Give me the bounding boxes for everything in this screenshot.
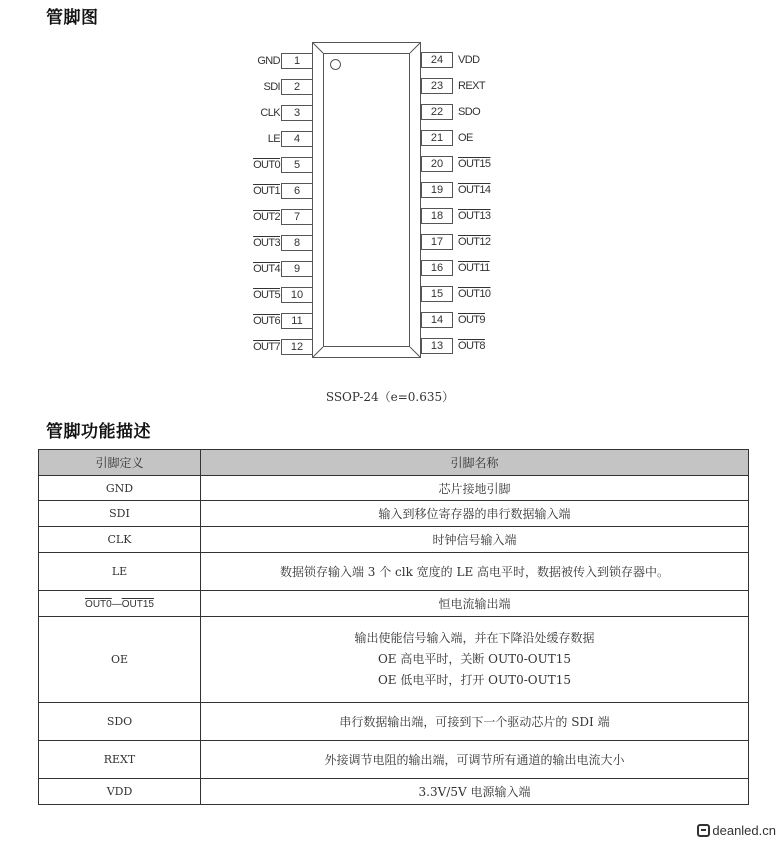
pin-label: GND [257,55,280,67]
pin-label: OUT12 [458,236,491,248]
pin-number-box: 8 [281,235,313,251]
pin1-marker-icon [330,59,341,70]
description-line: 数据锁存输入端 3 个 clk 宽度的 LE 高电平时，数据被传入到锁存器中。 [279,565,670,579]
watermark [697,823,776,838]
pin-label: SDO [458,106,481,118]
description-line: OE 低电平时，打开 OUT0-OUT15 [377,673,572,687]
description-line: 输出使能信号输入端，并在下降沿处缓存数据 [354,631,595,645]
pin-label: OUT11 [458,262,490,274]
pin-definition-cell: CLK [39,527,201,553]
description-line: 芯片接地引脚 [438,481,511,496]
pin-description-cell [201,617,749,703]
pin-number-box: 24 [421,52,453,68]
pin-number-box: 10 [281,287,313,303]
pin-number-box: 16 [421,260,453,276]
pin-definition-cell: SDO [39,703,201,741]
pin-definition-part: OUT0 [85,599,112,610]
chip-body [312,42,421,358]
pin-number-box: 15 [421,286,453,302]
pin-label: VDD [458,54,480,66]
pin-description-cell [201,553,749,591]
pin-description-cell [201,703,749,741]
pin-label: OUT13 [458,210,491,222]
pin-diagram-title: 管脚图 [46,8,99,28]
table-row [39,553,749,591]
pin-definition-cell: OE [39,617,201,703]
pin-number-box: 11 [281,313,313,329]
pin-number-box: 21 [421,130,453,146]
table-row [39,703,749,741]
pin-label: OUT3 [253,237,280,249]
description-line: 串行数据输出端，可接到下一个驱动芯片的 SDI 端 [339,715,610,729]
pin-number-box: 4 [281,131,313,147]
pin-description-cell [201,591,749,617]
pin-label: OUT0 [253,159,280,171]
table-row [39,741,749,779]
pin-definition-cell: LE [39,553,201,591]
package-caption: SSOP-24（e=0.635） [325,390,455,404]
pin-definition-cell: GND [39,476,201,501]
pin-number-box: 23 [421,78,453,94]
pin-label: OUT5 [253,289,280,301]
pin-definition-cell: REXT [39,741,201,779]
pin-label: OUT1 [253,185,280,197]
table-header-row [39,450,749,476]
table-row [39,476,749,501]
pin-description-cell [201,741,749,779]
pin-label: OUT8 [458,340,485,352]
pin-number-box: 20 [421,156,453,172]
pin-definition-part: OUT15 [121,599,154,610]
table-row [39,527,749,553]
pin-label: OUT10 [458,288,491,300]
pin-number-box: 12 [281,339,313,355]
pin-number-box: 18 [421,208,453,224]
pin-label: LE [267,133,280,145]
pin-number-box: 6 [281,183,313,199]
table-row [39,501,749,527]
pin-label: OUT7 [253,341,280,353]
description-line: 输入到移位寄存器的串行数据输入端 [378,507,571,521]
pin-label: SDI [263,81,280,93]
pin-label: OUT6 [253,315,280,327]
description-line: OE 高电平时，关断 OUT0-OUT15 [377,652,572,666]
pin-label: OUT15 [458,158,491,170]
pin-label: OE [458,132,473,144]
table-row [39,779,749,805]
pin-label: OUT9 [458,314,485,326]
description-line: 3.3V/5V 电源输入端 [418,785,531,799]
deanled-logo-icon [697,824,710,837]
header-pin-definition: 引脚定义 [39,450,201,476]
pin-number-box: 1 [281,53,313,69]
pin-description-cell [201,779,749,805]
description-line: 恒电流输出端 [438,597,511,611]
pin-definition-cell: SDI [39,501,201,527]
pin-number-box: 9 [281,261,313,277]
pin-number-box: 3 [281,105,313,121]
pin-description-cell [201,476,749,501]
pin-label: OUT14 [458,184,491,196]
pin-number-box: 17 [421,234,453,250]
chip-inner-outline [323,53,410,347]
pin-number-box: 2 [281,79,313,95]
pin-description-cell [201,501,749,527]
watermark-text: deanled.cn [712,823,776,838]
table-row [39,591,749,617]
pin-number-box: 7 [281,209,313,225]
pin-label: OUT2 [253,211,280,223]
pin-description-cell [201,527,749,553]
table-row [39,617,749,703]
pin-definition-cell: VDD [39,779,201,805]
pin-label: CLK [260,107,280,119]
pin-number-box: 19 [421,182,453,198]
pin-function-table [38,449,749,805]
description-line: 外接调节电阻的输出端，可调节所有通道的输出电流大小 [324,753,625,767]
pin-definition-part: — [111,599,122,610]
pin-number-box: 5 [281,157,313,173]
pin-number-box: 14 [421,312,453,328]
pin-number-box: 13 [421,338,453,354]
pin-label: OUT4 [253,263,280,275]
pin-definition-cell [39,591,201,617]
pin-label: REXT [458,80,485,92]
pin-function-title: 管脚功能描述 [46,422,151,442]
pin-number-box: 22 [421,104,453,120]
header-pin-name: 引脚名称 [201,450,749,476]
description-line: 时钟信号输入端 [432,533,517,547]
